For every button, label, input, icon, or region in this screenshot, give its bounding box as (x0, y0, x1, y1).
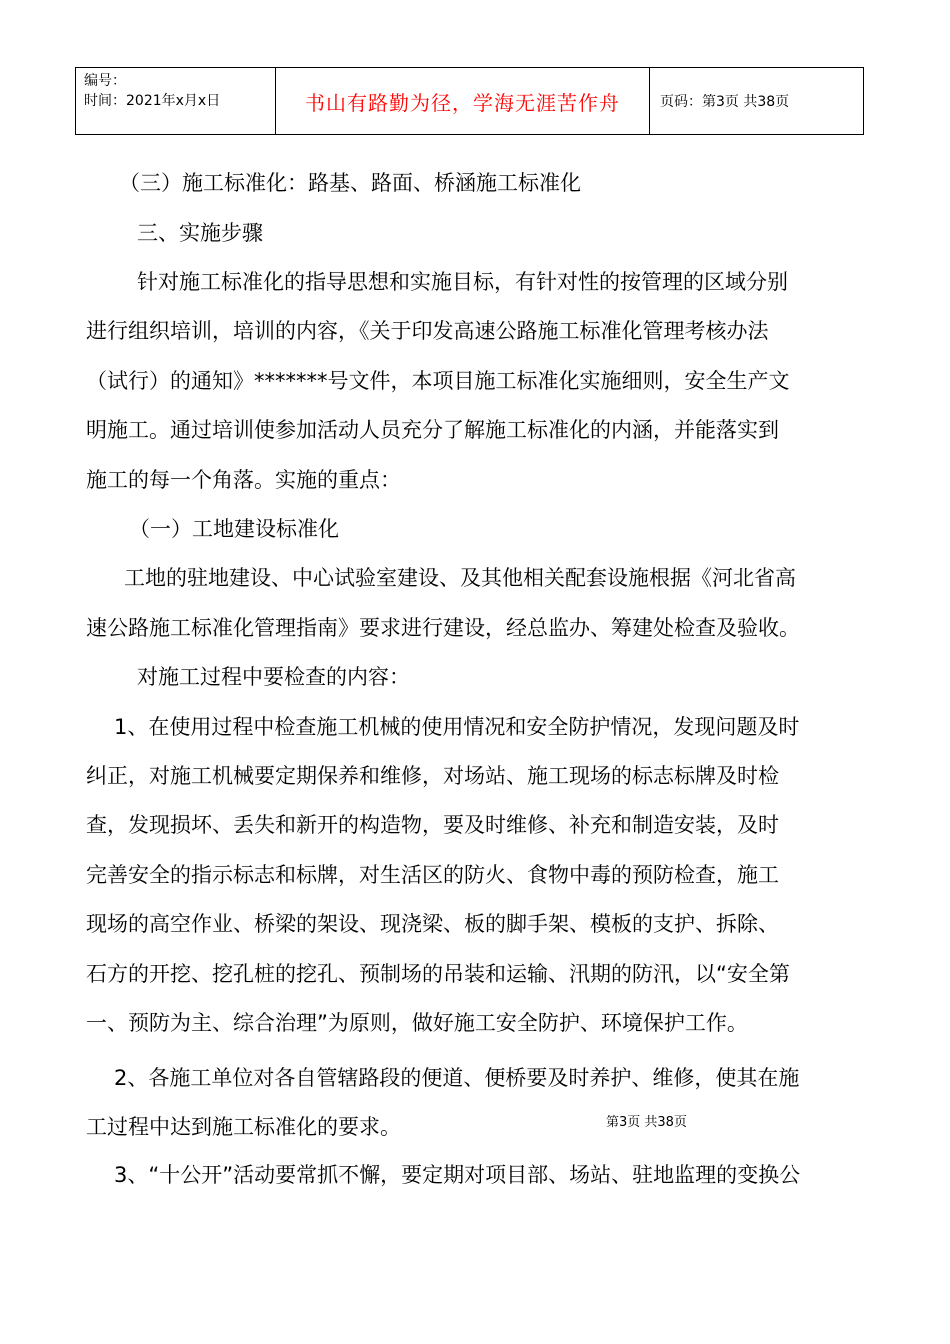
body-line: 工地的驻地建设、中心试验室建设、及其他相关配套设施根据《河北省高 (124, 566, 796, 590)
page-header-table (75, 67, 864, 135)
document-number-label: 编号： (84, 73, 126, 89)
body-line: 完善安全的指示标志和标牌，对生活区的防火、食物中毒的预防检查，施工 (86, 863, 779, 887)
body-line: 2、各施工单位对各自管辖路段的便道、便桥要及时养护、维修，使其在施 (114, 1066, 800, 1090)
body-line: 针对施工标准化的指导思想和实施目标，有针对性的按管理的区域分别 (137, 270, 788, 294)
body-line: 施工的每一个角落。实施的重点： (86, 468, 401, 492)
body-line: 3、“十公开”活动要常抓不懈，要定期对项目部、场站、驻地监理的变换公 (114, 1163, 801, 1187)
body-line: （试行）的通知》*******号文件，本项目施工标准化实施细则，安全生产文 (86, 369, 790, 393)
header-slogan: 书山有路勤为径，学海无涯苦作舟 (276, 68, 650, 134)
header-meta-cell (76, 68, 276, 134)
body-line: 查，发现损坏、丢失和新开的构造物，要及时维修、补充和制造安装，及时 (86, 813, 779, 837)
body-line: 明施工。通过培训使参加活动人员充分了解施工标准化的内涵，并能落实到 (86, 418, 779, 442)
body-line: 纠正，对施工机械要定期保养和维修，对场站、施工现场的标志标牌及时检 (86, 764, 779, 788)
body-line: 石方的开挖、挖孔桩的挖孔、预制场的吊装和运输、汛期的防汛，以“安全第 (86, 962, 790, 986)
body-line: 速公路施工标准化管理指南》要求进行建设，经总监办、筹建处检查及验收。 (86, 616, 800, 640)
section-heading: （一）工地建设标准化 (129, 517, 339, 541)
document-time-label: 时间：2021年x月x日 (84, 93, 221, 109)
body-line: 进行组织培训，培训的内容，《关于印发高速公路施工标准化管理考核办法 (86, 319, 769, 343)
body-line: 工过程中达到施工标准化的要求。 (86, 1115, 401, 1139)
body-line: 对施工过程中要检查的内容： (137, 665, 410, 689)
body-line: 三、实施步骤 (137, 221, 263, 245)
body-line: 现场的高空作业、桥梁的架设、现浇梁、板的脚手架、模板的支护、拆除、 (86, 912, 779, 936)
body-line: 一、预防为主、综合治理”为原则，做好施工安全防护、环境保护工作。 (86, 1011, 748, 1035)
header-page-info: 页码：第3页 共38页 (660, 94, 790, 110)
body-line: 1、在使用过程中检查施工机械的使用情况和安全防护情况，发现问题及时 (114, 715, 800, 739)
footer-page-number: 第3页 共38页 (606, 1115, 687, 1130)
body-line: （三）施工标准化：路基、路面、桥涵施工标准化 (119, 171, 581, 195)
